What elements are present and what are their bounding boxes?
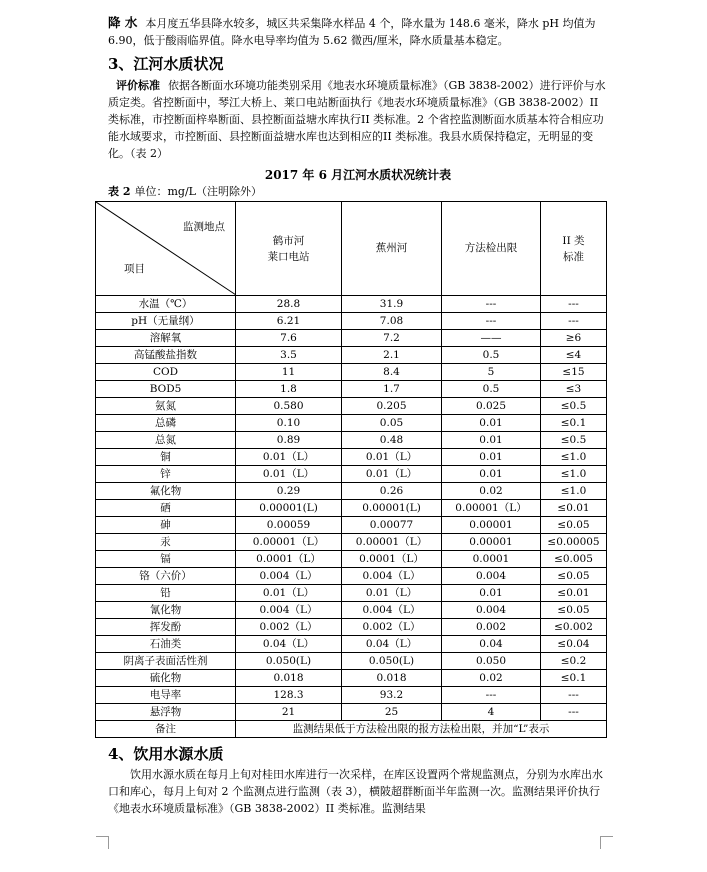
row-value-cell: 0.5 [442, 381, 541, 398]
row-item-name: 汞 [96, 534, 236, 551]
diagonal-line [96, 202, 236, 295]
drinking-water-paragraph: 饮用水源水质在每月上旬对桂田水库进行一次采样，在库区设置两个常规监测点，分别为水库出水口和库心，每月上旬对 2 个监测点进行监测（表 3），横陂超群断面半年监测一次。监测结果评价执行《地表水环境质量标准》（GB 3838-2002）II 类标准。监测结果 [108, 768, 603, 815]
row-value-cell: 0.02 [442, 670, 541, 687]
row-value-cell: ≤0.01 [541, 585, 607, 602]
table-unit: 单位：mg/L（注明除外） [134, 185, 262, 198]
table-header-row [96, 202, 607, 296]
row-value-cell: --- [442, 687, 541, 704]
table-row [96, 636, 607, 653]
table-row [96, 381, 607, 398]
row-value-cell: --- [541, 704, 607, 721]
table-row [96, 534, 607, 551]
row-value-cell: 8.4 [342, 364, 442, 381]
table-row [96, 449, 607, 466]
table-row [96, 466, 607, 483]
row-value-cell: 0.004 [442, 568, 541, 585]
row-value-cell: ≤1.0 [541, 449, 607, 466]
table-row [96, 551, 607, 568]
row-value-cell: 3.5 [236, 347, 342, 364]
row-item-name: 硫化物 [96, 670, 236, 687]
row-item-name: 挥发酚 [96, 619, 236, 636]
row-value-cell: 31.9 [342, 296, 442, 313]
row-value-cell: 0.004（L） [342, 568, 442, 585]
table-row [96, 653, 607, 670]
row-item-name: 总磷 [96, 415, 236, 432]
evaluation-paragraph [108, 77, 608, 162]
row-value-cell: 0.01（L） [236, 449, 342, 466]
evaluation-label: 评价标准 [116, 79, 160, 92]
row-value-cell: 0.00001 [442, 534, 541, 551]
header-diagonal-cell [96, 202, 236, 296]
row-item-name: 电导率 [96, 687, 236, 704]
header-col4-line2: 标准 [563, 250, 584, 263]
page-corner-mark-right [600, 836, 613, 849]
row-item-name: 铅 [96, 585, 236, 602]
row-value-cell: 0.01 [442, 415, 541, 432]
row-value-cell: ≤0.005 [541, 551, 607, 568]
row-value-cell: 0.00001（L） [442, 500, 541, 517]
row-value-cell: 0.0001 [442, 551, 541, 568]
remark-label: 备注 [96, 721, 236, 738]
row-item-name: 水温（℃） [96, 296, 236, 313]
row-value-cell: 5 [442, 364, 541, 381]
row-value-cell: --- [442, 313, 541, 330]
row-value-cell: 6.21 [236, 313, 342, 330]
header-item-label: 项目 [124, 263, 145, 275]
row-item-name: 镉 [96, 551, 236, 568]
row-value-cell: 0.02 [442, 483, 541, 500]
row-value-cell: ≤0.05 [541, 568, 607, 585]
remark-text: 监测结果低于方法检出限的报方法检出限，并加“L”表示 [236, 721, 607, 738]
row-value-cell: 21 [236, 704, 342, 721]
row-value-cell: 0.01（L） [236, 585, 342, 602]
row-value-cell: 1.7 [342, 381, 442, 398]
row-value-cell: 0.01（L） [342, 449, 442, 466]
row-value-cell: ≤0.2 [541, 653, 607, 670]
row-value-cell: 0.01 [442, 466, 541, 483]
row-value-cell: ≤0.05 [541, 602, 607, 619]
row-item-name: BOD5 [96, 381, 236, 398]
row-value-cell: 0.04（L） [342, 636, 442, 653]
row-value-cell: 0.89 [236, 432, 342, 449]
row-value-cell: 93.2 [342, 687, 442, 704]
row-value-cell: 0.26 [342, 483, 442, 500]
header-site-label: 监测地点 [183, 221, 225, 233]
row-item-name: 总氮 [96, 432, 236, 449]
table-caption: 2017 年 6 月江河水质状况统计表 [264, 168, 452, 182]
row-item-name: 溶解氧 [96, 330, 236, 347]
row-value-cell: 0.01（L） [342, 585, 442, 602]
table-row [96, 415, 607, 432]
row-value-cell: 0.04（L） [236, 636, 342, 653]
header-col2: 蕉州河 [342, 202, 442, 296]
header-col1-line2: 莱口电站 [267, 250, 310, 263]
row-value-cell: 0.205 [342, 398, 442, 415]
row-value-cell: 1.8 [236, 381, 342, 398]
row-item-name: 氰化物 [96, 602, 236, 619]
row-value-cell: --- [541, 687, 607, 704]
row-value-cell: 0.05 [342, 415, 442, 432]
row-value-cell: 0.00001（L） [342, 534, 442, 551]
table-row [96, 483, 607, 500]
row-value-cell: 11 [236, 364, 342, 381]
row-value-cell: 0.00001 [442, 517, 541, 534]
table-row [96, 432, 607, 449]
row-value-cell: 0.004（L） [236, 568, 342, 585]
row-value-cell: --- [541, 313, 607, 330]
row-item-name: 高锰酸盐指数 [96, 347, 236, 364]
header-col4 [541, 202, 607, 296]
row-value-cell: 0.002 [442, 619, 541, 636]
table-row [96, 500, 607, 517]
row-item-name: 锌 [96, 466, 236, 483]
section-4-heading: 4、饮用水源水质 [108, 745, 224, 763]
row-value-cell: 0.00059 [236, 517, 342, 534]
row-value-cell: ≤0.05 [541, 517, 607, 534]
row-value-cell: 0.050(L) [342, 653, 442, 670]
row-value-cell: 0.5 [442, 347, 541, 364]
table-remark-row [96, 721, 607, 738]
row-value-cell: 25 [342, 704, 442, 721]
row-value-cell: 0.580 [236, 398, 342, 415]
row-value-cell: 7.6 [236, 330, 342, 347]
row-value-cell: 0.00001(L) [342, 500, 442, 517]
row-value-cell: ≤1.0 [541, 466, 607, 483]
row-item-name: COD [96, 364, 236, 381]
row-value-cell: ≤15 [541, 364, 607, 381]
row-item-name: pH（无量纲） [96, 313, 236, 330]
row-value-cell: 0.00001(L) [236, 500, 342, 517]
table-row [96, 585, 607, 602]
row-value-cell: 7.2 [342, 330, 442, 347]
row-value-cell: ≥6 [541, 330, 607, 347]
row-value-cell: 0.002（L） [236, 619, 342, 636]
row-value-cell: ≤0.5 [541, 398, 607, 415]
table-row [96, 330, 607, 347]
row-value-cell: 0.01 [442, 585, 541, 602]
row-value-cell: 0.004（L） [236, 602, 342, 619]
row-value-cell: 0.004（L） [342, 602, 442, 619]
water-quality-table [95, 201, 607, 738]
table-row [96, 704, 607, 721]
row-value-cell: 0.29 [236, 483, 342, 500]
row-value-cell: ≤0.002 [541, 619, 607, 636]
header-col1 [236, 202, 342, 296]
rainfall-text: 本月度五华县降水较多，城区共采集降水样品 4 个，降水量为 148.6 毫米，降水 pH 均值为 6.90，低于酸雨临界值。降水电导率均值为 5.62 微西/厘米，降水质量基本稳定。 [108, 17, 596, 47]
row-value-cell: 0.050 [442, 653, 541, 670]
row-value-cell: 28.8 [236, 296, 342, 313]
row-value-cell: 4 [442, 704, 541, 721]
row-value-cell: 0.018 [236, 670, 342, 687]
row-value-cell: 0.025 [442, 398, 541, 415]
row-item-name: 铬（六价） [96, 568, 236, 585]
row-item-name: 石油类 [96, 636, 236, 653]
table-row [96, 398, 607, 415]
row-value-cell: 0.10 [236, 415, 342, 432]
row-value-cell: 0.004 [442, 602, 541, 619]
table-row [96, 347, 607, 364]
row-item-name: 氟化物 [96, 483, 236, 500]
table-row [96, 313, 607, 330]
page-corner-mark-left [96, 836, 109, 849]
row-value-cell: ≤3 [541, 381, 607, 398]
table-row [96, 687, 607, 704]
row-item-name: 铜 [96, 449, 236, 466]
row-value-cell: ≤0.01 [541, 500, 607, 517]
row-value-cell: 0.01 [442, 449, 541, 466]
evaluation-text: 依据各断面水环境功能类别采用《地表水环境质量标准》（GB 3838-2002）进行评价与水质定类。省控断面中，琴江大桥上、莱口电站断面执行《地表水环境质量标准》（GB 3838-2002）II 类标准，市控断面梓皋断面、县控断面益塘水库执行II 类标准。2 个省控监测断面水质基本符合相应功能水域要求，市控断面、县控断面益塘水库也达到相应的II 类标准。我县水质保持稳定，无明显的变化。（表 2） [108, 79, 606, 160]
row-value-cell: ≤0.00005 [541, 534, 607, 551]
row-value-cell: 128.3 [236, 687, 342, 704]
row-value-cell: 0.018 [342, 670, 442, 687]
row-value-cell: 0.0001（L） [236, 551, 342, 568]
row-value-cell: 0.04 [442, 636, 541, 653]
row-value-cell: ≤4 [541, 347, 607, 364]
row-value-cell: 0.48 [342, 432, 442, 449]
row-value-cell: 7.08 [342, 313, 442, 330]
table-row [96, 568, 607, 585]
row-value-cell: --- [442, 296, 541, 313]
row-value-cell: ≤0.1 [541, 415, 607, 432]
row-value-cell: ≤0.5 [541, 432, 607, 449]
row-value-cell: 0.00077 [342, 517, 442, 534]
row-value-cell: 0.01 [442, 432, 541, 449]
row-value-cell: --- [541, 296, 607, 313]
table-label: 表 2 [108, 185, 131, 198]
row-value-cell: 0.01（L） [236, 466, 342, 483]
table-body [96, 202, 607, 738]
row-value-cell: 2.1 [342, 347, 442, 364]
row-item-name: 砷 [96, 517, 236, 534]
table-row [96, 670, 607, 687]
header-col3: 方法检出限 [442, 202, 541, 296]
header-col1-line1: 鹤市河 [272, 234, 305, 247]
row-value-cell: 0.0001（L） [342, 551, 442, 568]
row-value-cell: 0.002（L） [342, 619, 442, 636]
table-row [96, 364, 607, 381]
row-value-cell: 0.00001（L） [236, 534, 342, 551]
rainfall-paragraph [108, 14, 608, 49]
row-value-cell: 0.050(L) [236, 653, 342, 670]
table-unit-note [108, 183, 262, 199]
table-row [96, 619, 607, 636]
table-row [96, 517, 607, 534]
row-value-cell: ≤0.04 [541, 636, 607, 653]
rainfall-label: 降 水 [108, 15, 138, 30]
row-value-cell: ≤1.0 [541, 483, 607, 500]
table-row [96, 602, 607, 619]
row-item-name: 悬浮物 [96, 704, 236, 721]
row-item-name: 氨氮 [96, 398, 236, 415]
section-3-heading: 3、江河水质状况 [108, 55, 224, 73]
row-item-name: 硒 [96, 500, 236, 517]
table-row [96, 296, 607, 313]
row-value-cell: ≤0.1 [541, 670, 607, 687]
header-col4-line1: II 类 [562, 234, 585, 247]
row-value-cell: 0.01（L） [342, 466, 442, 483]
row-item-name: 阴离子表面活性剂 [96, 653, 236, 670]
row-value-cell: —— [442, 330, 541, 347]
